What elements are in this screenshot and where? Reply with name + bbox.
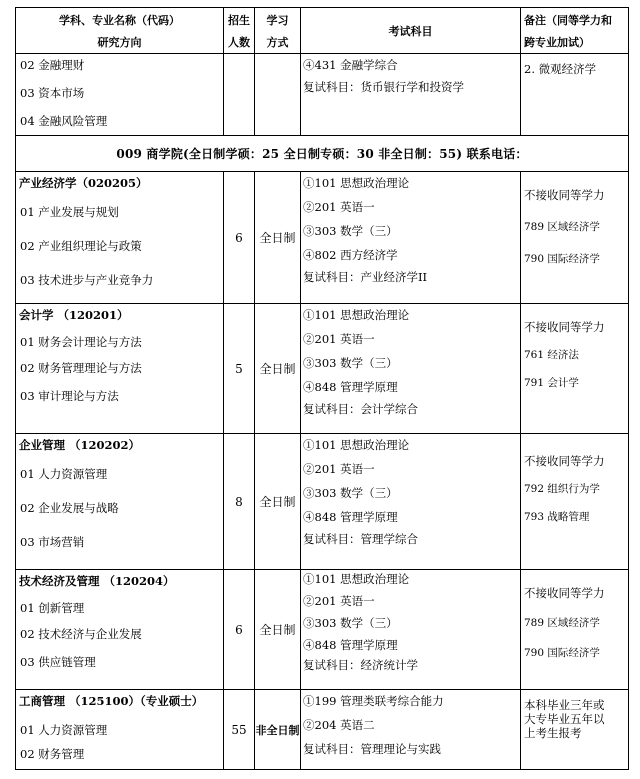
study-mode: 非全日制 [255, 690, 301, 770]
direction-item: 02 金融理财 [20, 58, 85, 72]
direction-item: 02 技术经济与企业发展 [20, 627, 142, 641]
header-count [224, 8, 255, 54]
notes-cell [521, 690, 629, 770]
major-name: 工商管理 （125100）（专业硕士） [19, 694, 204, 708]
top-mode [255, 54, 301, 136]
direction-item: 03 资本市场 [20, 86, 85, 100]
study-mode: 全日制 [255, 304, 301, 434]
major-cell [16, 304, 224, 434]
admissions-table [15, 7, 629, 770]
major-cell [16, 172, 224, 304]
header-mode-line2: 方式 [266, 35, 289, 49]
subject-item: 复试科目：会计学综合 [303, 402, 418, 416]
subject-item: ④848 管理学原理 [303, 510, 398, 524]
direction-item: 01 人力资源管理 [20, 467, 108, 481]
subjects-cell [301, 570, 521, 690]
major-row [16, 172, 629, 304]
subject-item: ②204 英语二 [303, 718, 375, 732]
notes-cell [521, 434, 629, 570]
direction-item: 01 人力资源管理 [20, 723, 108, 737]
subjects-cell [301, 434, 521, 570]
header-row [16, 8, 629, 54]
note-item: 上考生报考 [524, 726, 582, 740]
note-item: 790 国际经济学 [524, 647, 600, 659]
direction-item: 01 创新管理 [20, 601, 85, 615]
top-directions [16, 54, 224, 136]
subject-item: ②201 英语一 [303, 594, 375, 608]
major-cell [16, 570, 224, 690]
note-item: 本科毕业三年或 [524, 698, 605, 712]
major-cell [16, 690, 224, 770]
subject-item: ②201 英语一 [303, 200, 375, 214]
major-name: 产业经济学（020205） [19, 176, 148, 190]
note-item: 791 会计学 [524, 377, 579, 389]
subject-item: ①101 思想政治理论 [303, 572, 410, 586]
note-item: 793 战略管理 [524, 511, 590, 523]
subject-item: ③303 数学（三） [303, 356, 398, 370]
major-row [16, 690, 629, 770]
subject-item: ①101 思想政治理论 [303, 176, 410, 190]
direction-item: 01 财务会计理论与方法 [20, 335, 142, 349]
header-notes-line2: 跨专业加试） [524, 35, 590, 49]
major-name: 会计学 （120201） [19, 308, 129, 322]
header-count-line1: 招生 [228, 13, 250, 27]
header-mode-line1: 学习 [266, 13, 289, 27]
top-subjects [301, 54, 521, 136]
subject-item: ③303 数学（三） [303, 224, 398, 238]
top-count [224, 54, 255, 136]
subject-item: ③303 数学（三） [303, 616, 398, 630]
major-row [16, 304, 629, 434]
note-item: 不接收同等学力 [524, 586, 605, 600]
study-mode: 全日制 [255, 434, 301, 570]
note-item: 789 区域经济学 [524, 221, 600, 233]
subject-item: ①199 管理类联考综合能力 [303, 694, 444, 708]
note-item: 大专毕业五年以 [524, 712, 605, 726]
major-name: 企业管理 （120202） [19, 438, 141, 452]
subject-item: ①101 思想政治理论 [303, 438, 410, 452]
major-cell [16, 434, 224, 570]
note-item: 761 经济法 [524, 349, 579, 361]
note-item: 不接收同等学力 [524, 454, 605, 468]
direction-item: 02 企业发展与战略 [20, 501, 119, 515]
note-item: 792 组织行为学 [524, 483, 600, 495]
direction-item: 02 财务管理理论与方法 [20, 361, 142, 375]
notes-cell [521, 570, 629, 690]
direction-item: 03 审计理论与方法 [20, 389, 119, 403]
school-info: 009 商学院(全日制学硕：25 全日制专硕：30 非全日制：55) 联系电话： [16, 136, 629, 172]
top-notes [521, 54, 629, 136]
header-notes-line1: 备注（同等学力和 [524, 13, 612, 27]
notes-cell [521, 304, 629, 434]
subject-item: ②201 英语一 [303, 332, 375, 346]
study-mode: 全日制 [255, 570, 301, 690]
subject-item: 复试科目：管理学综合 [303, 532, 418, 546]
direction-item: 01 产业发展与规划 [20, 205, 119, 219]
enrollment-count: 8 [224, 434, 255, 570]
direction-item: 03 市场营销 [20, 535, 85, 549]
enrollment-count: 6 [224, 570, 255, 690]
note-item: 789 区域经济学 [524, 617, 600, 629]
header-subjects-label: 考试科目 [388, 24, 433, 38]
study-mode: 全日制 [255, 172, 301, 304]
note-item: 不接收同等学力 [524, 188, 605, 202]
note-item: 不接收同等学力 [524, 320, 605, 334]
header-major [16, 8, 224, 54]
direction-item: 02 产业组织理论与政策 [20, 239, 142, 253]
enrollment-count: 55 [224, 690, 255, 770]
direction-item: 02 财务管理 [20, 747, 85, 761]
major-row [16, 434, 629, 570]
direction-item: 03 技术进步与产业竞争力 [20, 273, 154, 287]
enrollment-count: 6 [224, 172, 255, 304]
subject-item: ④848 管理学原理 [303, 638, 398, 652]
header-count-line2: 人数 [228, 35, 250, 49]
subject-item: ④848 管理学原理 [303, 380, 398, 394]
header-major-label: 学科、专业名称（代码） [59, 13, 180, 27]
note-item: 2. 微观经济学 [524, 62, 597, 76]
school-row [16, 136, 629, 172]
enrollment-count: 5 [224, 304, 255, 434]
major-name: 技术经济及管理 （120204） [19, 574, 175, 588]
subject-item: ④431 金融学综合 [303, 58, 398, 72]
direction-item: 04 金融风险管理 [20, 114, 108, 128]
subject-item: 复试科目：产业经济学II [303, 270, 428, 284]
subjects-cell [301, 690, 521, 770]
top-block-row [16, 54, 629, 136]
notes-cell [521, 172, 629, 304]
subject-item: ①101 思想政治理论 [303, 308, 410, 322]
major-row [16, 570, 629, 690]
subjects-cell [301, 304, 521, 434]
header-mode [255, 8, 301, 54]
subject-item: ④802 西方经济学 [303, 248, 398, 262]
subject-item: ②201 英语一 [303, 462, 375, 476]
subject-item: 复试科目：货币银行学和投资学 [303, 80, 464, 94]
header-direction-label: 研究方向 [97, 35, 142, 49]
subject-item: 复试科目：管理理论与实践 [303, 742, 441, 756]
direction-item: 03 供应链管理 [20, 655, 96, 669]
header-notes [521, 8, 629, 54]
subjects-cell [301, 172, 521, 304]
subject-item: ③303 数学（三） [303, 486, 398, 500]
header-subjects [301, 8, 521, 54]
note-item: 790 国际经济学 [524, 253, 600, 265]
subject-item: 复试科目：经济统计学 [303, 658, 418, 672]
